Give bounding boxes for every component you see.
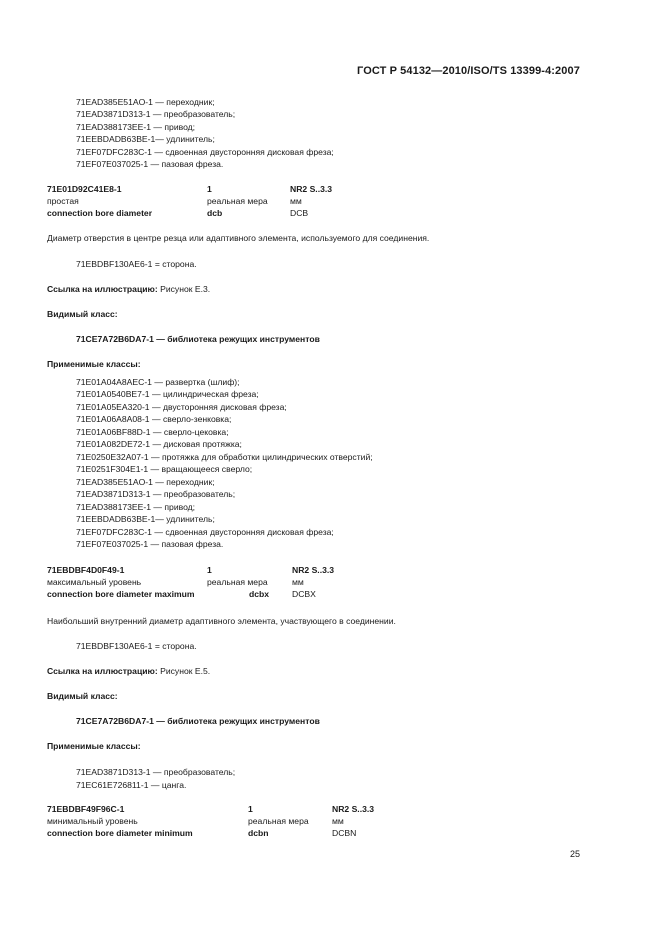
- list-item: 71EF07DFC283C-1 — сдвоенная двусторонняя дисковая фреза;: [76, 527, 334, 537]
- property-name-en: connection bore diameter maximum: [47, 589, 195, 599]
- visible-class-label: Видимый класс:: [47, 691, 118, 701]
- property-code: 71EBDBF49F96C-1: [47, 804, 125, 814]
- property-name-ru: максимальный уровень: [47, 577, 142, 587]
- property-unit: мм: [290, 196, 302, 206]
- list-item: 71EAD385E51AO-1 — переходник;: [76, 97, 215, 107]
- property-definition: Наибольший внутренний диаметр адаптивного элемента, участвующего в соединении.: [47, 616, 396, 626]
- applicable-classes-label: Применимые классы:: [47, 359, 141, 369]
- list-item: 71EAD3871D313-1 — преобразователь;: [76, 767, 236, 777]
- list-item: 71EAD3871D313-1 — преобразователь;: [76, 109, 236, 119]
- property-reference: NR2 S..3.3: [290, 184, 333, 194]
- list-item: 71EF07DFC283C-1 — сдвоенная двусторонняя дисковая фреза;: [76, 147, 334, 157]
- list-item: 71EF07E037025-1 — пазовая фреза.: [76, 539, 224, 549]
- illustration-label: Ссылка на иллюстрацию:: [47, 284, 158, 294]
- property-symbol: dcbn: [248, 828, 269, 838]
- property-type: реальная мера: [207, 196, 268, 206]
- property-definition: Диаметр отверстия в центре резца или адаптивного элемента, используемого для соединения.: [47, 233, 430, 243]
- property-unit: мм: [332, 816, 344, 826]
- list-item: 71E0251F304E1-1 — вращающееся сверло;: [76, 464, 253, 474]
- property-abbreviation: DCBX: [292, 589, 316, 599]
- visible-class-label: Видимый класс:: [47, 309, 118, 319]
- illustration-label: Ссылка на иллюстрацию:: [47, 666, 158, 676]
- property-name-ru: минимальный уровень: [47, 816, 138, 826]
- list-item: 71EAD388173EE-1 — привод;: [76, 502, 196, 512]
- standard-header: ГОСТ Р 54132—2010/ISO/TS 13399-4:2007: [357, 65, 580, 77]
- list-item: 71EC61E726811-1 — цанга.: [76, 780, 187, 790]
- list-item: 71EAD3871D313-1 — преобразователь;: [76, 489, 236, 499]
- property-code: 71E01D92C41E8-1: [47, 184, 122, 194]
- property-name-en: connection bore diameter minimum: [47, 828, 193, 838]
- property-note: 71EBDBF130AE6-1 = сторона.: [76, 641, 197, 651]
- property-symbol: dcb: [207, 208, 223, 218]
- list-item: 71E01A04A8AEC-1 — развертка (шлиф);: [76, 377, 240, 387]
- list-item: 71E01A05EA320-1 — двусторонняя дисковая фреза;: [76, 402, 287, 412]
- property-symbol: dcbx: [249, 589, 270, 599]
- property-abbreviation: DCBN: [332, 828, 357, 838]
- list-item: 71EEBDADB63BE-1— удлинитель;: [76, 134, 215, 144]
- illustration-reference: [47, 284, 210, 295]
- property-version: 1: [207, 184, 212, 194]
- illustration-value: Рисунок Е.3.: [157, 284, 211, 294]
- illustration-reference: [47, 666, 210, 677]
- property-code: 71EBDBF4D0F49-1: [47, 565, 125, 575]
- list-item: 71E01A082DE72-1 — дисковая протяжка;: [76, 439, 242, 449]
- property-reference: NR2 S..3.3: [292, 565, 335, 575]
- property-type: реальная мера: [248, 816, 309, 826]
- list-item: 71E01A06BF88D-1 — сверло-цековка;: [76, 427, 229, 437]
- property-type: реальная мера: [207, 577, 268, 587]
- list-item: 71EEBDADB63BE-1— удлинитель;: [76, 514, 215, 524]
- property-abbreviation: DCB: [290, 208, 309, 218]
- list-item: 71EF07E037025-1 — пазовая фреза.: [76, 159, 224, 169]
- list-item: 71E01A0540BE7-1 — цилиндрическая фреза;: [76, 389, 259, 399]
- list-item: 71EAD388173EE-1 — привод;: [76, 122, 196, 132]
- illustration-value: Рисунок Е.5.: [157, 666, 211, 676]
- property-name-en: connection bore diameter: [47, 208, 153, 218]
- visible-class-value: 71CE7A72B6DA7-1 — библиотека режущих инструментов: [76, 334, 320, 344]
- applicable-classes-label: Применимые классы:: [47, 741, 141, 751]
- property-version: 1: [207, 565, 212, 575]
- property-reference: NR2 S..3.3: [332, 804, 375, 814]
- page-number: 25: [570, 849, 581, 859]
- property-note: 71EBDBF130AE6-1 = сторона.: [76, 259, 197, 269]
- property-version: 1: [248, 804, 253, 814]
- list-item: 71E0250E32A07-1 — протяжка для обработки цилиндрических отверстий;: [76, 452, 373, 462]
- property-unit: мм: [292, 577, 304, 587]
- list-item: 71EAD385E51AO-1 — переходник;: [76, 477, 215, 487]
- property-name-ru: простая: [47, 196, 79, 206]
- visible-class-value: 71CE7A72B6DA7-1 — библиотека режущих инструментов: [76, 716, 320, 726]
- list-item: 71E01A06A8A08-1 — сверло-зенковка;: [76, 414, 232, 424]
